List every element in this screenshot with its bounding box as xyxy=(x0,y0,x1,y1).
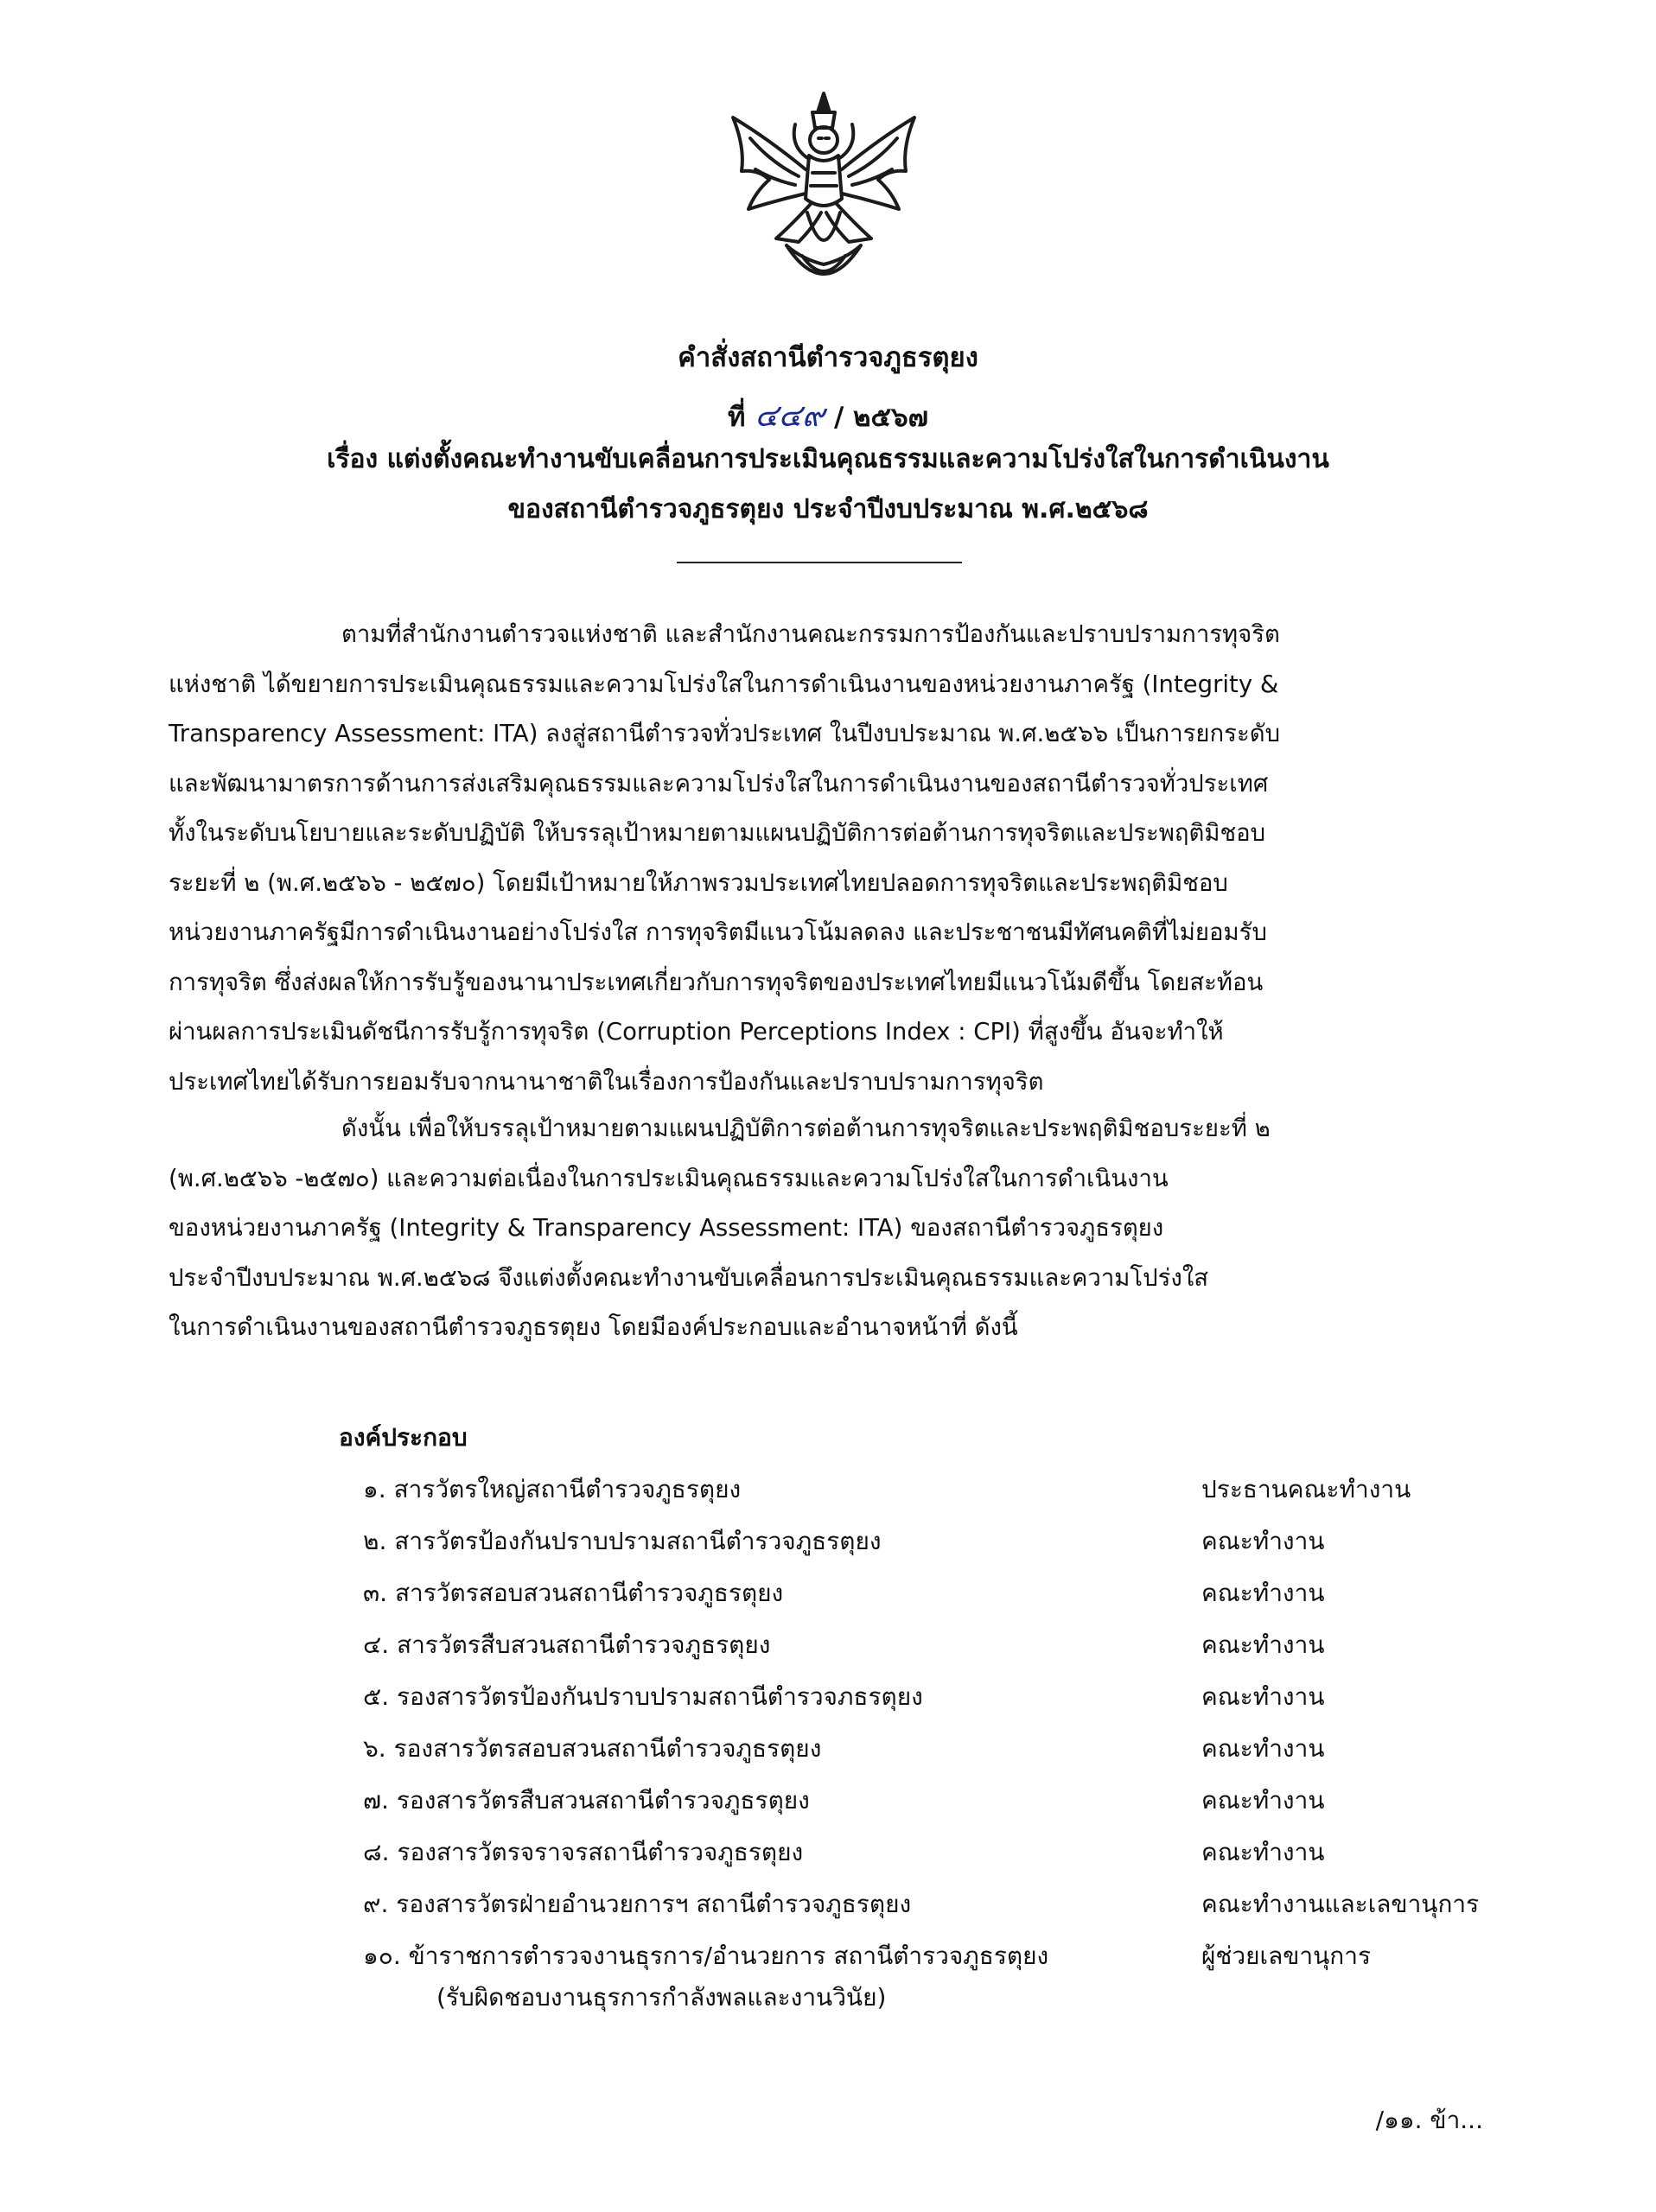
member-name: ๘. รองสารวัตรจราจรสถานีตำรวจภูธรตุยง xyxy=(363,1838,804,1866)
paragraph-line: ระยะที่ ๒ (พ.ศ.๒๕๖๖ - ๒๕๗๐) โดยมีเป้าหมายให้ภาพรวมประเทศไทยปลอดการทุจริตและประพฤติมิชอบ xyxy=(169,868,1228,897)
member-role: คณะทำงาน xyxy=(1201,1630,1325,1659)
member-name: ๒. สารวัตรป้องกันปราบปรามสถานีตำรวจภูธรตุยง xyxy=(363,1527,882,1555)
subject-line-2: ของสถานีตำรวจภูธรตุยง ประจำปีงบประมาณ พ.ศ.๒๕๖๘ xyxy=(507,494,1149,524)
title-divider xyxy=(677,562,962,563)
member-role: คณะทำงาน xyxy=(1201,1786,1325,1815)
paragraph-line: และพัฒนามาตรการด้านการส่งเสริมคุณธรรมและความโปร่งใสในการดำเนินงานของสถานีตำรวจทั่วประเทศ xyxy=(169,769,1269,798)
paragraph-purpose xyxy=(169,1104,1482,1353)
paragraph-line: ประเทศไทยได้รับการยอมรับจากนานาชาติในเรื่องการป้องกันและปราบปรามการทุจริต xyxy=(169,1067,1044,1096)
member-name: ๖. รองสารวัตรสอบสวนสถานีตำรวจภูธรตุยง xyxy=(363,1734,822,1763)
composition-heading: องค์ประกอบ xyxy=(339,1423,468,1452)
order-title: คำสั่งสถานีตำรวจภูธรตุยง xyxy=(678,342,978,373)
paragraph-line: การทุจริต ซึ่งส่งผลให้การรับรู้ของนานาประเทศเกี่ยวกับการทุจริตของประเทศไทยมีแนวโน้มดีขึ้น โดยสะท้อน xyxy=(169,968,1264,996)
paragraph-line: ตามที่สำนักงานตำรวจแห่งชาติ และสำนักงานคณะกรรมการป้องกันและปราบปรามการทุจริต xyxy=(341,620,1280,648)
paragraph-line: แห่งชาติ ได้ขยายการประเมินคุณธรรมและความโปร่งใสในการดำเนินงานของหน่วยงานภาครัฐ (Integrity & xyxy=(169,670,1279,698)
paragraph-line: ดังนั้น เพื่อให้บรรลุเป้าหมายตามแผนปฏิบัติการต่อต้านการทุจริตและประพฤติมิชอบระยะที่ ๒ xyxy=(341,1115,1271,1142)
garuda-emblem-icon xyxy=(716,86,932,302)
paragraph-line: (พ.ศ.๒๕๖๖ -๒๕๗๐) และความต่อเนื่องในการประเมินคุณธรรมและความโปร่งใสในการดำเนินงาน xyxy=(169,1164,1169,1192)
member-role: คณะทำงาน xyxy=(1201,1682,1325,1711)
member-role: คณะทำงาน xyxy=(1201,1579,1325,1607)
member-role: คณะทำงาน xyxy=(1201,1527,1325,1555)
paragraph-line: ในการดำเนินงานของสถานีตำรวจภูธรตุยง โดยมีองค์ประกอบและอำนาจหน้าที่ ดังนี้ xyxy=(169,1313,1018,1341)
paragraph-background xyxy=(169,610,1482,1107)
member-role: ผู้ช่วยเลขานุการ xyxy=(1201,1942,1371,1970)
member-name: ๙. รองสารวัตรฝ่ายอำนวยการฯ สถานีตำรวจภูธรตุยง xyxy=(363,1890,912,1918)
member-role: คณะทำงาน xyxy=(1201,1838,1325,1866)
member-name: ๓. สารวัตรสอบสวนสถานีตำรวจภูธรตุยง xyxy=(363,1579,784,1607)
paragraph-line: หน่วยงานภาครัฐมีการดำเนินงานอย่างโปร่งใส การทุจริตมีแนวโน้มลดลง และประชาชนมีทัศนคติที่ไม่ยอมรับ xyxy=(169,918,1267,946)
member-role: คณะทำงาน xyxy=(1201,1734,1325,1763)
member-name: ๔. สารวัตรสืบสวนสถานีตำรวจภูธรตุยง xyxy=(363,1630,771,1659)
order-number xyxy=(0,391,1656,440)
order-number-suffix: / ๒๕๖๗ xyxy=(833,402,928,433)
order-number-prefix: ที่ xyxy=(728,402,746,433)
member-note: (รับผิดชอบงานธุรการกำลังพลและงานวินัย) xyxy=(436,1983,887,2012)
member-role: คณะทำงานและเลขานุการ xyxy=(1201,1890,1480,1918)
subject-line-1: เรื่อง แต่งตั้งคณะทำงานขับเคลื่อนการประเมินคุณธรรมและความโปร่งใสในการดำเนินงาน xyxy=(327,444,1329,474)
member-name: ๑๐. ข้าราชการตำรวจงานธุรการ/อำนวยการ สถานีตำรวจภูธรตุยง xyxy=(363,1942,1049,1970)
member-name: ๑. สารวัตรใหญ่สถานีตำรวจภูธรตุยง xyxy=(363,1475,742,1503)
member-name: ๗. รองสารวัตรสืบสวนสถานีตำรวจภูธรตุยง xyxy=(363,1786,810,1815)
paragraph-line: ทั้งในระดับนโยบายและระดับปฏิบัติ ให้บรรลุเป้าหมายตามแผนปฏิบัติการต่อต้านการทุจริตและประพฤติมิชอบ xyxy=(169,819,1266,847)
page-continuation: /๑๑. ข้า... xyxy=(1375,2106,1483,2134)
member-name: ๕. รองสารวัตรป้องกันปราบปรามสถานีตำรวจภธรตุยง xyxy=(363,1682,923,1711)
paragraph-line: Transparency Assessment: ITA) ลงสู่สถานีตำรวจทั่วประเทศ ในปีงบประมาณ พ.ศ.๒๕๖๖ เป็นการยกระดับ xyxy=(169,720,1281,747)
paragraph-line: ของหน่วยงานภาครัฐ (Integrity & Transparency Assessment: ITA) ของสถานีตำรวจภูธรตุยง xyxy=(169,1214,1164,1242)
order-number-handwritten: ๔๔๙ xyxy=(755,398,825,434)
paragraph-line: ประจำปีงบประมาณ พ.ศ.๒๕๖๘ จึงแต่งตั้งคณะทำงานขับเคลื่อนการประเมินคุณธรรมและความโปร่งใส xyxy=(169,1263,1209,1292)
paragraph-line: ผ่านผลการประเมินดัชนีการรับรู้การทุจริต (Corruption Perceptions Index : CPI) ที่สูงขึ้น อันจะทำให้ xyxy=(169,1018,1224,1046)
member-role: ประธานคณะทำงาน xyxy=(1201,1475,1411,1503)
